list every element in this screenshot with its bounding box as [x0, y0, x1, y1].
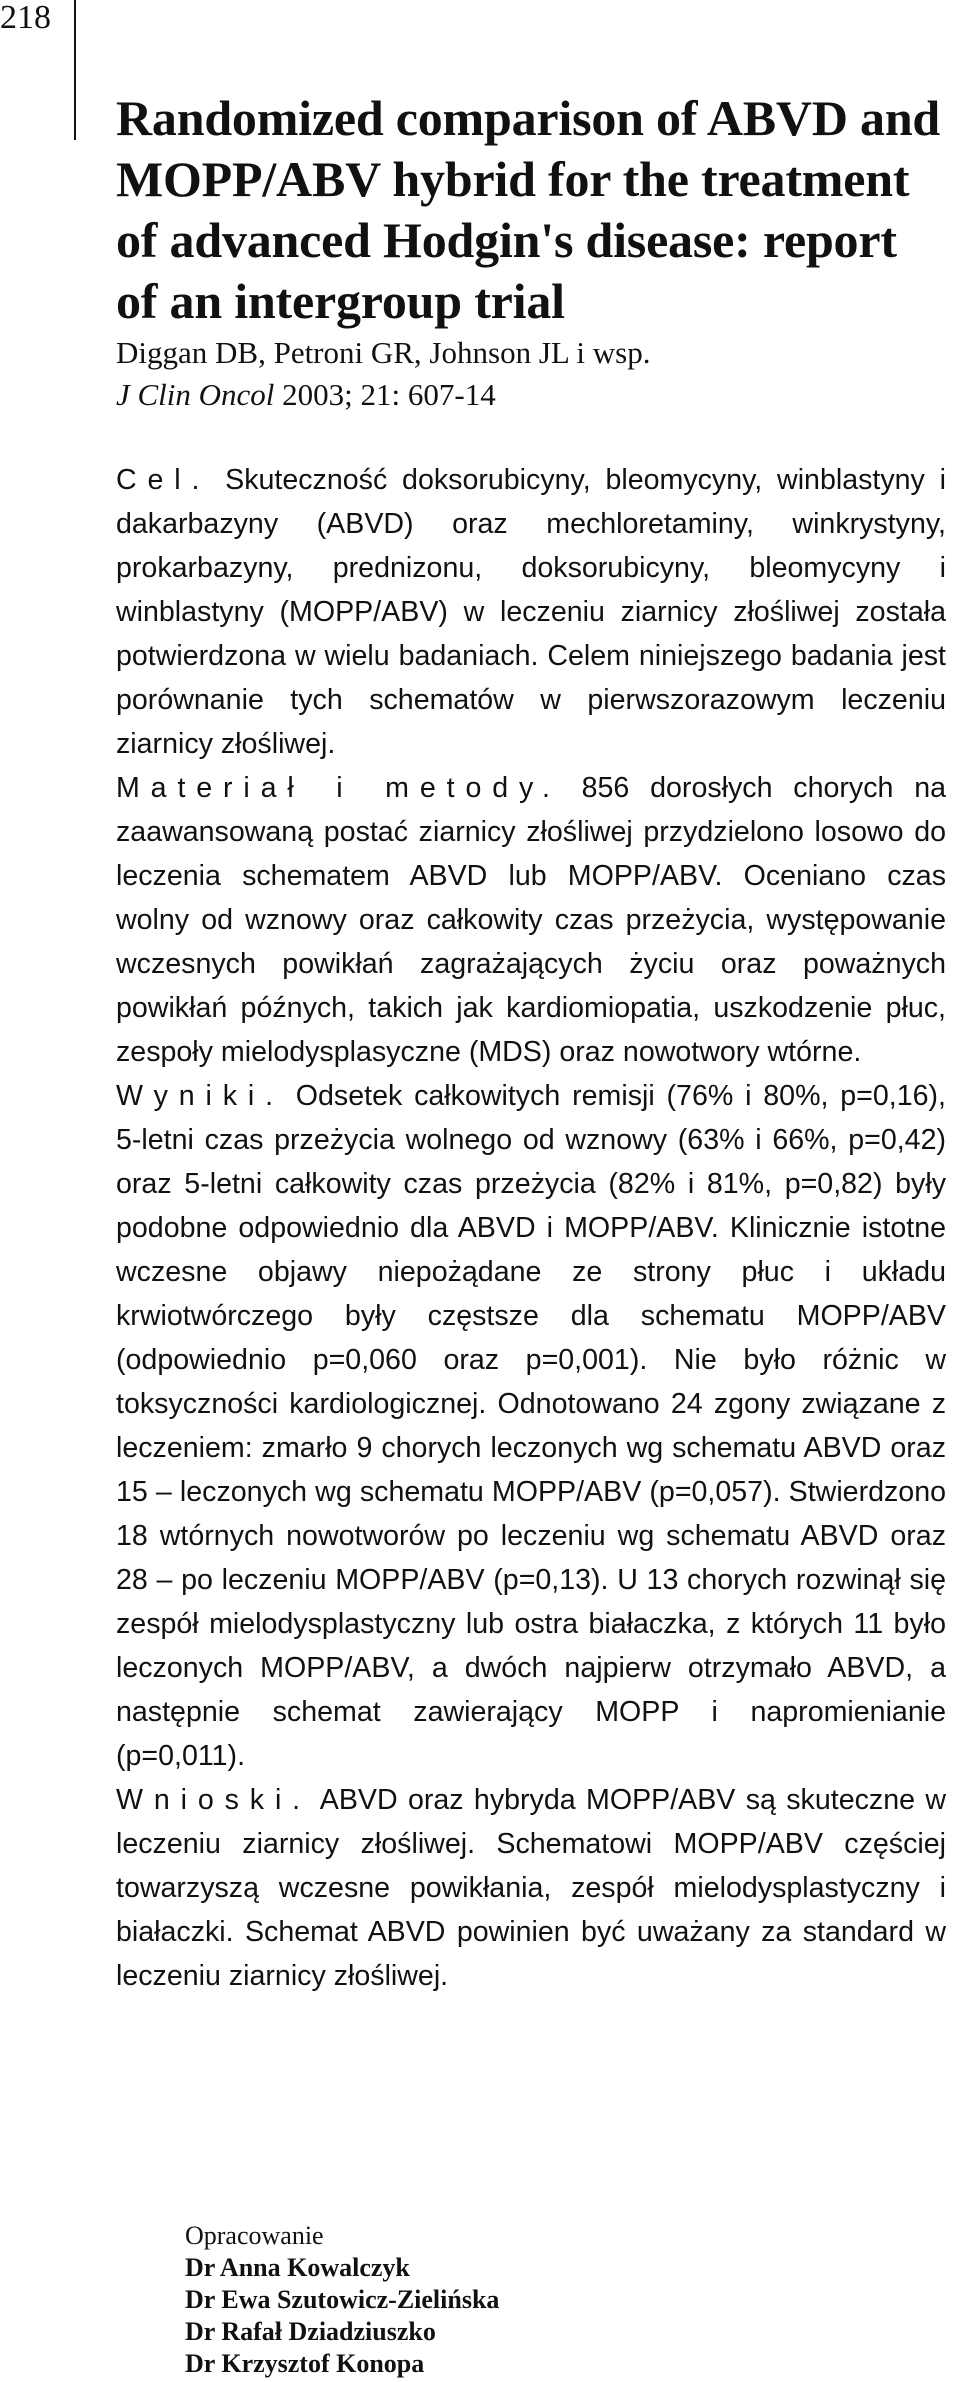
section-conclusions: [116, 1778, 946, 1998]
section-label: Cel.: [116, 464, 211, 496]
margin-rule: [74, 0, 76, 140]
section-text: Odsetek całkowitych remisji (76% i 80%, p=0,16), 5-letni czas przeżycia wolnego od wznowy (63% i 66%, p=0,42) oraz 5-letni całkowity czas przeżycia (82% i 81%, p=0,82) były podobne odpowiednio dla ABVD i MOPP/ABV. Klinicznie istotne wczesne objawy niepożądane ze strony płuc i układu krwiotwórczego były częstsze dla schematu MOPP/ABV (odpowiednio p=0,060 oraz p=0,001). Nie było różnic w toksyczności kardiologicznej. Odnotowano 24 zgony związane z leczeniem: zmarło 9 chorych leczonych wg schematu ABVD oraz 15 – leczonych wg schematu MOPP/ABV (p=0,057). Stwierdzono 18 wtórnych nowotworów po leczeniu wg schematu ABVD oraz 28 – po leczeniu MOPP/ABV (p=0,13). U 13 chorych rozwinął się zespół mielodysplastyczny lub ostra białaczka, z których 11 było leczonych MOPP/ABV, a dwóch najpierw otrzymało ABVD, a następnie schemat zawierający MOPP i napromienianie (p=0,011).: [116, 1080, 946, 1772]
section-label: Materiał i metody.: [116, 772, 561, 804]
abstract: [116, 458, 946, 1998]
section-text: 856 dorosłych chorych na zaawansowaną postać ziarnicy złośliwej przydzielono losowo do leczenia schematem ABVD lub MOPP/ABV. Oceniano czas wolny od wznowy oraz całkowity czas przeżycia, występowanie wczesnych powikłań zagrażających życiu oraz poważnych powikłań późnych, takich jak kardiomiopatia, uszkodzenie płuc, zespoły mielodysplasyczne (MDS) oraz nowotwory wtórne.: [116, 772, 946, 1068]
section-results: [116, 1074, 946, 1778]
page-number: 218: [0, 0, 51, 36]
article-title: Randomized comparison of ABVD and MOPP/ABV hybrid for the treatment of advanced Hodgin's disease: report of an intergroup trial: [116, 90, 941, 329]
section-label: Wnioski.: [116, 1784, 311, 1816]
article: [116, 88, 946, 1998]
section-methods: [116, 766, 946, 1074]
citation-line: [116, 374, 946, 416]
section-text: Skuteczność doksorubicyny, bleomycyny, winblastyny i dakarbazyny (ABVD) oraz mechloretaminy, winkrystyny, prokarbazyny, prednizonu, doksorubicyny, bleomycyny i winblastyny (MOPP/ABV) w leczeniu ziarnicy złośliwej została potwierdzona w wielu badaniach. Celem niniejszego badania jest porównanie tych schematów w pierwszorazowym leczeniu ziarnicy złośliwej.: [116, 464, 946, 760]
credit-name: Dr Anna Kowalczyk: [185, 2253, 410, 2282]
credit-name: Dr Rafał Dziadziuszko: [185, 2317, 436, 2346]
section-text: ABVD oraz hybryda MOPP/ABV są skuteczne w leczeniu ziarnicy złośliwej. Schematowi MOPP/ABV częściej towarzyszą wczesne powikłania, zespół mielodysplastyczny i białaczki. Schemat ABVD powinien być uważany za standard w leczeniu ziarnicy złośliwej.: [116, 1784, 946, 1992]
journal-name: J Clin Oncol: [116, 377, 275, 412]
credits: [185, 2220, 499, 2380]
credit-name: Dr Krzysztof Konopa: [185, 2349, 425, 2378]
section-label: Wyniki.: [116, 1080, 284, 1112]
credits-heading: Opracowanie: [185, 2221, 324, 2250]
credit-name: Dr Ewa Szutowicz-Zielińska: [185, 2285, 500, 2314]
citation-details: 2003; 21: 607-14: [274, 377, 496, 412]
authors: Diggan DB, Petroni GR, Johnson JL i wsp.: [116, 335, 651, 370]
section-aim: [116, 458, 946, 766]
